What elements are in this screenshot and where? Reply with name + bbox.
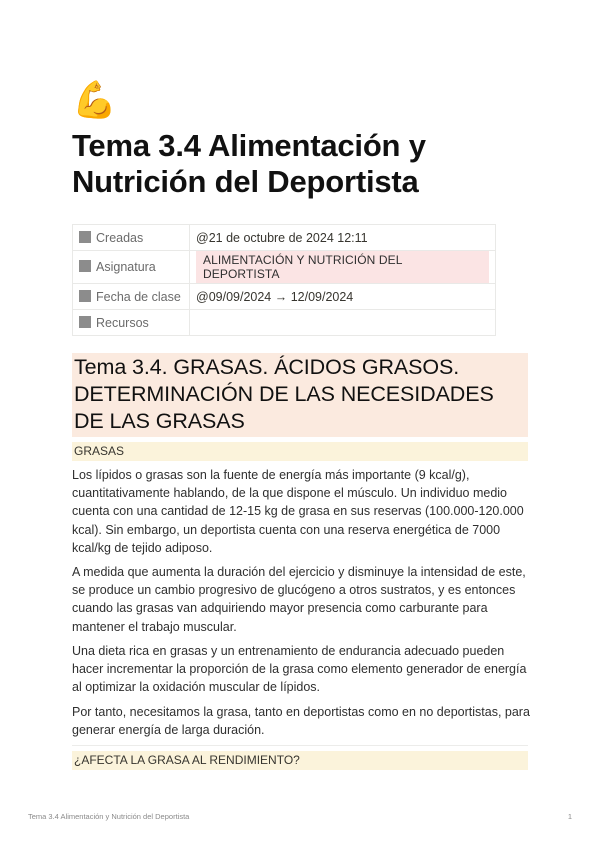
page-title: Tema 3.4 Alimentación y Nutrición del Deportista — [72, 128, 426, 199]
property-value[interactable] — [190, 251, 496, 284]
square-property-icon — [79, 316, 91, 328]
page-number: 1 — [567, 812, 572, 821]
property-key — [73, 225, 190, 251]
section-heading: Tema 3.4. GRASAS. ÁCIDOS GRASOS. DETERMINACIÓN DE LAS NECESIDADES DE LAS GRASAS — [72, 353, 528, 437]
property-value[interactable]: @09/09/2024 → 12/09/2024 — [190, 284, 496, 310]
property-row-asignatura — [73, 251, 496, 284]
property-value[interactable] — [190, 310, 496, 336]
property-key — [73, 310, 190, 336]
paragraph: Los lípidos o grasas son la fuente de energía más importante (9 kcal/g), cuantitativamente hablando, de la que dispone el músculo. Un individuo medio cuenta con una cantidad de 12-15 kg de grasa en sus reservas (100.000-120.000 kcal). Sin embargo, un deportista cuenta con una reserva energética de 7000 kcal/kg de tejido adiposo. — [72, 468, 524, 555]
divider — [72, 745, 528, 746]
subject-tag[interactable]: ALIMENTACIÓN Y NUTRICIÓN DEL DEPORTISTA — [196, 251, 489, 283]
paragraph: A medida que aumenta la duración del ejercicio y disminuye la intensidad de este, se produce un cambio progresivo de glucógeno a otros sustratos, y es entonces cuando las grasas van adquiriendo mayor presencia como carburante para mantener el trabajo muscular. — [72, 565, 526, 634]
property-value[interactable]: @21 de octubre de 2024 12:11 — [190, 225, 496, 251]
square-property-icon — [79, 260, 91, 272]
properties-table — [72, 224, 496, 336]
flexed-biceps-icon: 💪 — [72, 79, 117, 120]
property-name: Fecha de clase — [96, 289, 181, 304]
subheading-rendimiento: ¿AFECTA LA GRASA AL RENDIMIENTO? — [72, 751, 528, 770]
property-key — [73, 251, 190, 284]
property-name: Creadas — [96, 230, 144, 245]
subheading-grasas: GRASAS — [72, 442, 528, 461]
property-key — [73, 284, 190, 310]
paragraph: Una dieta rica en grasas y un entrenamiento de endurancia adecuado pueden hacer incrementar la proporción de la grasa como elemento generador de energía al optimizar la oxidación muscular de lípidos. — [72, 644, 527, 695]
property-row-fecha — [73, 284, 496, 310]
square-property-icon — [79, 231, 91, 243]
footer-title: Tema 3.4 Alimentación y Nutrición del Deportista — [28, 812, 190, 821]
property-row-creadas — [73, 225, 496, 251]
square-property-icon — [79, 290, 91, 302]
property-name: Asignatura — [96, 260, 156, 274]
paragraph: Por tanto, necesitamos la grasa, tanto en deportistas como en no deportistas, para generar energía de larga duración. — [72, 705, 530, 738]
property-row-recursos — [73, 310, 496, 336]
property-name: Recursos — [96, 315, 149, 330]
